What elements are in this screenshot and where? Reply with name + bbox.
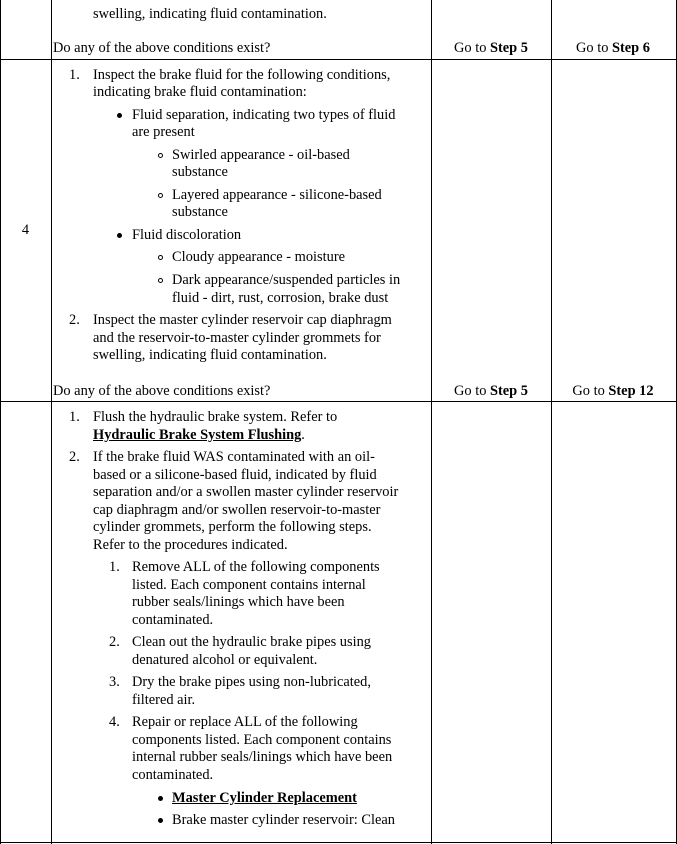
list-item-text: separation and/or a swollen master cylinder reservoir	[93, 484, 399, 500]
no-step-link[interactable]: Step 6	[612, 40, 650, 56]
bullet-icon	[117, 113, 122, 118]
list-number: 1.	[69, 409, 80, 425]
no-action: Go to Step 6	[576, 40, 650, 56]
sub-list-number: 4.	[109, 714, 120, 730]
list-item-text: Hydraulic Brake System Flushing.	[93, 427, 305, 443]
sub-list-text: Dry the brake pipes using non-lubricated,	[132, 674, 371, 690]
sub-list-number: 3.	[109, 674, 120, 690]
master-cylinder-replacement-link[interactable]: Master Cylinder Replacement	[172, 790, 357, 806]
list-item-text: indicating brake fluid contamination:	[93, 84, 307, 100]
list-item-text: Flush the hydraulic brake system. Refer to	[93, 409, 338, 425]
bullet-icon	[117, 233, 122, 238]
sub-list-text: rubber seals/linings which have been	[132, 594, 345, 610]
circle-bullet-icon	[158, 193, 163, 198]
yes-step-link[interactable]: Step 5	[490, 383, 528, 399]
list-item-text: and the reservoir-to-master cylinder grommets for	[93, 330, 381, 346]
sub-list-number: 2.	[109, 634, 120, 650]
sub-list-text: Remove ALL of the following components	[132, 559, 380, 575]
yes-step-link[interactable]: Step 5	[490, 40, 528, 56]
sub-list-text: components listed. Each component contains	[132, 732, 392, 748]
circle-bullet-icon	[158, 153, 163, 158]
sub-list-text: Repair or replace ALL of the following	[132, 714, 358, 730]
flushing-procedure-link[interactable]: Hydraulic Brake System Flushing	[93, 427, 302, 443]
circle-bullet-icon	[158, 278, 163, 283]
sub-list-text: contaminated.	[132, 767, 214, 783]
sub-bullet-text: substance	[172, 204, 228, 220]
no-action: Go to Step 12	[572, 383, 654, 399]
bullet-text: Fluid separation, indicating two types of fluid	[132, 107, 396, 123]
list-item-text: cylinder grommets, perform the following steps.	[93, 519, 372, 535]
sub-list-text: internal rubber seals/linings which have been	[132, 749, 393, 765]
table-border-left	[0, 0, 1, 844]
table-border-bottom	[0, 842, 677, 843]
sub-bullet-text: Cloudy appearance - moisture	[172, 249, 346, 265]
list-item-text: If the brake fluid WAS contaminated with an oil-	[93, 449, 375, 465]
list-number: 2.	[69, 312, 80, 328]
sub-bullet-text: Swirled appearance - oil-based	[172, 147, 350, 163]
list-item-text: Inspect the master cylinder reservoir cap diaphragm	[93, 312, 392, 328]
list-item-text: based or a silicone-based fluid, indicated by fluid	[93, 467, 377, 483]
list-number: 1.	[69, 67, 80, 83]
sub-bullet-text: Layered appearance - silicone-based	[172, 187, 382, 203]
step-number: 4	[21, 222, 30, 238]
step-question: Do any of the above conditions exist?	[53, 40, 271, 56]
yes-action: Go to Step 5	[454, 40, 528, 56]
row-divider	[0, 59, 677, 60]
sub-list-text: denatured alcohol or equivalent.	[132, 652, 318, 668]
column-divider-yes	[431, 0, 432, 844]
sub-list-text: Clean out the hydraulic brake pipes using	[132, 634, 371, 650]
bullet-icon	[158, 818, 163, 823]
list-item-text: Inspect the brake fluid for the following conditions,	[93, 67, 391, 83]
bullet-icon	[158, 796, 163, 801]
yes-action: Go to Step 5	[454, 383, 528, 399]
bullet-text: Brake master cylinder reservoir: Clean	[172, 812, 395, 828]
sub-bullet-text: substance	[172, 164, 228, 180]
bullet-text: are present	[132, 124, 195, 140]
list-number: 2.	[69, 449, 80, 465]
sub-bullet-text: Dark appearance/suspended particles in	[172, 272, 401, 288]
column-divider-no	[551, 0, 552, 844]
row-divider	[0, 401, 677, 402]
sub-list-text: listed. Each component contains internal	[132, 577, 366, 593]
sub-list-text: filtered air.	[132, 692, 196, 708]
circle-bullet-icon	[158, 255, 163, 260]
column-divider-action	[51, 0, 52, 844]
row-text-tail: swelling, indicating fluid contamination.	[93, 6, 327, 22]
bullet-text: Fluid discoloration	[132, 227, 242, 243]
sub-list-number: 1.	[109, 559, 120, 575]
sub-list-text: contaminated.	[132, 612, 214, 628]
list-item-text: cap diaphragm and/or swollen reservoir-to-master	[93, 502, 381, 518]
list-item-text: swelling, indicating fluid contamination.	[93, 347, 327, 363]
sub-bullet-text: fluid - dirt, rust, corrosion, brake dust	[172, 290, 389, 306]
list-item-text: Refer to the procedures indicated.	[93, 537, 288, 553]
step-question: Do any of the above conditions exist?	[53, 383, 271, 399]
no-step-link[interactable]: Step 12	[608, 383, 654, 399]
